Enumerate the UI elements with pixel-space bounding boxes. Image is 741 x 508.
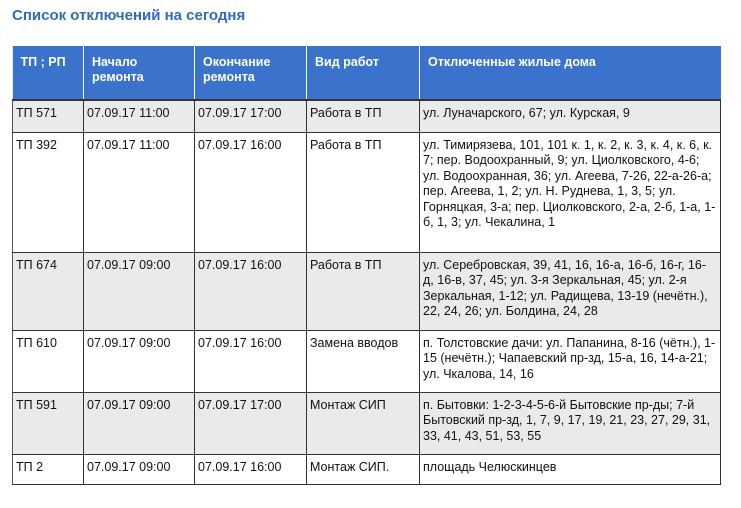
cell-start: 07.09.17 11:00	[84, 100, 195, 132]
cell-start: 07.09.17 09:00	[84, 252, 195, 330]
cell-end: 07.09.17 16:00	[195, 252, 307, 330]
outages-table-container	[12, 46, 720, 482]
header-work-type: Вид работ	[307, 46, 420, 100]
cell-tp: ТП 674	[13, 252, 84, 330]
cell-tp: ТП 571	[13, 100, 84, 132]
outages-table	[12, 46, 721, 485]
cell-tp: ТП 2	[13, 454, 84, 484]
cell-end: 07.09.17 16:00	[195, 330, 307, 392]
cell-end: 07.09.17 17:00	[195, 100, 307, 132]
cell-end: 07.09.17 17:00	[195, 392, 307, 454]
cell-end: 07.09.17 16:00	[195, 132, 307, 252]
page-title: Список отключений на сегодня	[12, 7, 246, 24]
table-header-row	[13, 46, 721, 100]
cell-work-type: Работа в ТП	[307, 100, 420, 132]
header-end: Окончание ремонта	[195, 46, 307, 100]
cell-work-type: Работа в ТП	[307, 252, 420, 330]
cell-work-type: Монтаж СИП	[307, 392, 420, 454]
cell-houses: ул. Тимирязева, 101, 101 к. 1, к. 2, к. 3, к. 4, к. 6, к. 7; пер. Водоохранный, 9; ул. Циолковского, 4-6; ул. Водоохранная, 36; ул. Агеева, 7-26, 22-а-26-а; пер. Агеева, 1, 2; ул. Н. Руднева, 1, 3, 5; ул. Горняцкая, 3-а; пер. Циолковского, 2-а, 2-б, 1-а, 1-б, 1, 3; ул. Чекалина, 1	[420, 132, 721, 252]
cell-houses: ул. Серебровская, 39, 41, 16, 16-а, 16-б, 16-г, 16-д, 16-в, 37, 45; ул. 3-я Зеркальная, 45; ул. 2-я Зеркальная, 1-12; ул. Радищева, 13-19 (нечётн.), 22, 24, 26; ул. Болдина, 24, 28	[420, 252, 721, 330]
header-start: Начало ремонта	[84, 46, 195, 100]
cell-start: 07.09.17 09:00	[84, 392, 195, 454]
header-houses: Отключенные жилые дома	[420, 46, 721, 100]
cell-start: 07.09.17 11:00	[84, 132, 195, 252]
header-tp: ТП ; РП	[13, 46, 84, 100]
table-row	[13, 252, 721, 330]
table-row	[13, 132, 721, 252]
cell-start: 07.09.17 09:00	[84, 330, 195, 392]
table-row	[13, 330, 721, 392]
cell-start: 07.09.17 09:00	[84, 454, 195, 484]
cell-work-type: Работа в ТП	[307, 132, 420, 252]
cell-houses: п. Толстовские дачи: ул. Папанина, 8-16 (чётн.), 1-15 (нечётн.); Чапаевский пр-зд, 15-а, 16, 14-а-21; ул. Чкалова, 14, 16	[420, 330, 721, 392]
table-row	[13, 454, 721, 484]
cell-work-type: Монтаж СИП.	[307, 454, 420, 484]
cell-houses: площадь Челюскинцев	[420, 454, 721, 484]
table-row	[13, 392, 721, 454]
cell-end: 07.09.17 16:00	[195, 454, 307, 484]
cell-houses: ул. Луначарского, 67; ул. Курская, 9	[420, 100, 721, 132]
table-row	[13, 100, 721, 132]
cell-tp: ТП 392	[13, 132, 84, 252]
cell-tp: ТП 610	[13, 330, 84, 392]
cell-houses: п. Бытовки: 1-2-3-4-5-6-й Бытовские пр-ды; 7-й Бытовский пр-зд, 1, 7, 9, 17, 19, 21, 23, 27, 29, 31, 33, 41, 43, 51, 53, 55	[420, 392, 721, 454]
cell-work-type: Замена вводов	[307, 330, 420, 392]
cell-tp: ТП 591	[13, 392, 84, 454]
